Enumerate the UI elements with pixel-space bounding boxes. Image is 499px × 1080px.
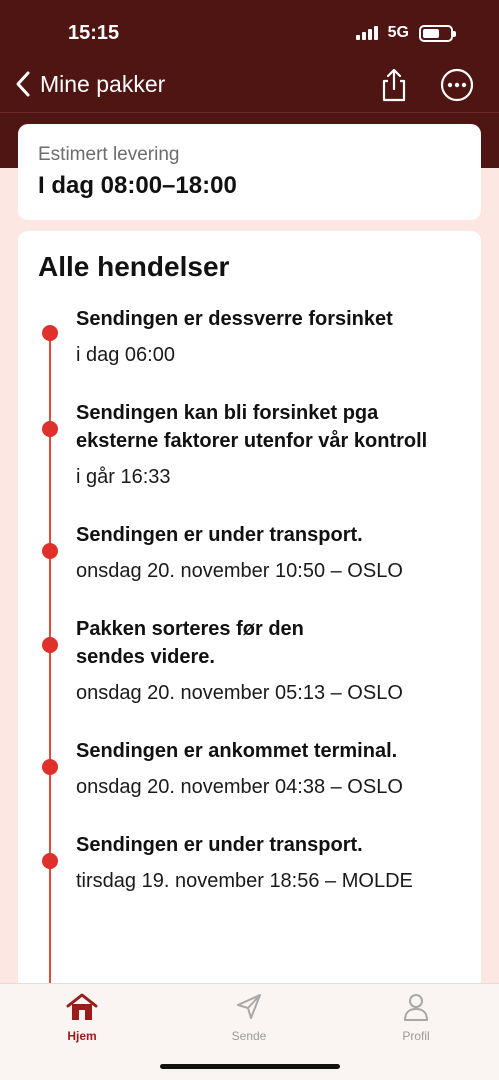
event-meta: onsdag 20. november 04:38 – OSLO bbox=[76, 776, 403, 798]
event-title: Sendingen er under transport. bbox=[76, 524, 363, 546]
event-title: Sendingen er ankommet terminal. bbox=[76, 740, 398, 762]
back-label: Mine pakker bbox=[40, 70, 166, 97]
timeline-dot bbox=[42, 325, 58, 341]
battery-icon bbox=[419, 25, 453, 42]
estimated-delivery-caption: Estimert levering bbox=[38, 144, 180, 165]
estimated-delivery-value: I dag 08:00–18:00 bbox=[38, 172, 237, 199]
event-meta: tirsdag 19. november 18:56 – MOLDE bbox=[76, 870, 413, 892]
event-title: Sendingen er dessverre forsinket bbox=[76, 308, 393, 330]
timeline-event bbox=[38, 305, 461, 369]
header-divider bbox=[0, 112, 499, 113]
event-meta: onsdag 20. november 05:13 – OSLO bbox=[76, 682, 403, 704]
timeline-dot bbox=[42, 637, 58, 653]
status-bar bbox=[0, 0, 499, 62]
timeline-dot bbox=[42, 759, 58, 775]
share-icon[interactable] bbox=[376, 67, 412, 103]
profile-icon bbox=[401, 992, 431, 1022]
home-indicator bbox=[160, 1064, 340, 1069]
tab-send[interactable] bbox=[209, 992, 289, 1043]
chevron-left-icon bbox=[14, 70, 32, 98]
status-time: 15:15 bbox=[68, 22, 120, 44]
timeline-dot bbox=[42, 421, 58, 437]
estimated-delivery-card bbox=[18, 124, 481, 220]
timeline-dot bbox=[42, 853, 58, 869]
event-meta: i går 16:33 bbox=[76, 466, 171, 488]
tab-profile[interactable] bbox=[376, 992, 456, 1043]
events-card bbox=[18, 231, 481, 991]
events-heading: Alle hendelser bbox=[38, 251, 230, 282]
network-type: 5G bbox=[387, 24, 409, 41]
send-icon bbox=[234, 992, 264, 1022]
timeline-event bbox=[38, 615, 461, 707]
more-options-icon[interactable] bbox=[439, 67, 475, 103]
timeline-event bbox=[38, 831, 461, 895]
tab-send-label: Sende bbox=[231, 1029, 267, 1043]
timeline-event bbox=[38, 521, 461, 585]
home-icon bbox=[65, 992, 99, 1022]
signal-icon bbox=[356, 26, 378, 40]
back-button[interactable] bbox=[14, 70, 165, 98]
timeline bbox=[38, 305, 461, 895]
timeline-dot bbox=[42, 543, 58, 559]
navigation-bar bbox=[0, 62, 499, 112]
tab-home[interactable] bbox=[42, 992, 122, 1043]
event-meta: onsdag 20. november 10:50 – OSLO bbox=[76, 560, 403, 582]
event-title: Pakken sorteres før den sendes videre. bbox=[76, 618, 304, 668]
event-title: Sendingen kan bli forsinket pga eksterne faktorer utenfor vår kontroll bbox=[76, 402, 428, 452]
tab-profile-label: Profil bbox=[402, 1029, 430, 1043]
tab-home-label: Hjem bbox=[67, 1029, 97, 1043]
timeline-event bbox=[38, 399, 461, 491]
event-title: Sendingen er under transport. bbox=[76, 834, 363, 856]
event-meta: i dag 06:00 bbox=[76, 344, 175, 366]
timeline-event bbox=[38, 737, 461, 801]
